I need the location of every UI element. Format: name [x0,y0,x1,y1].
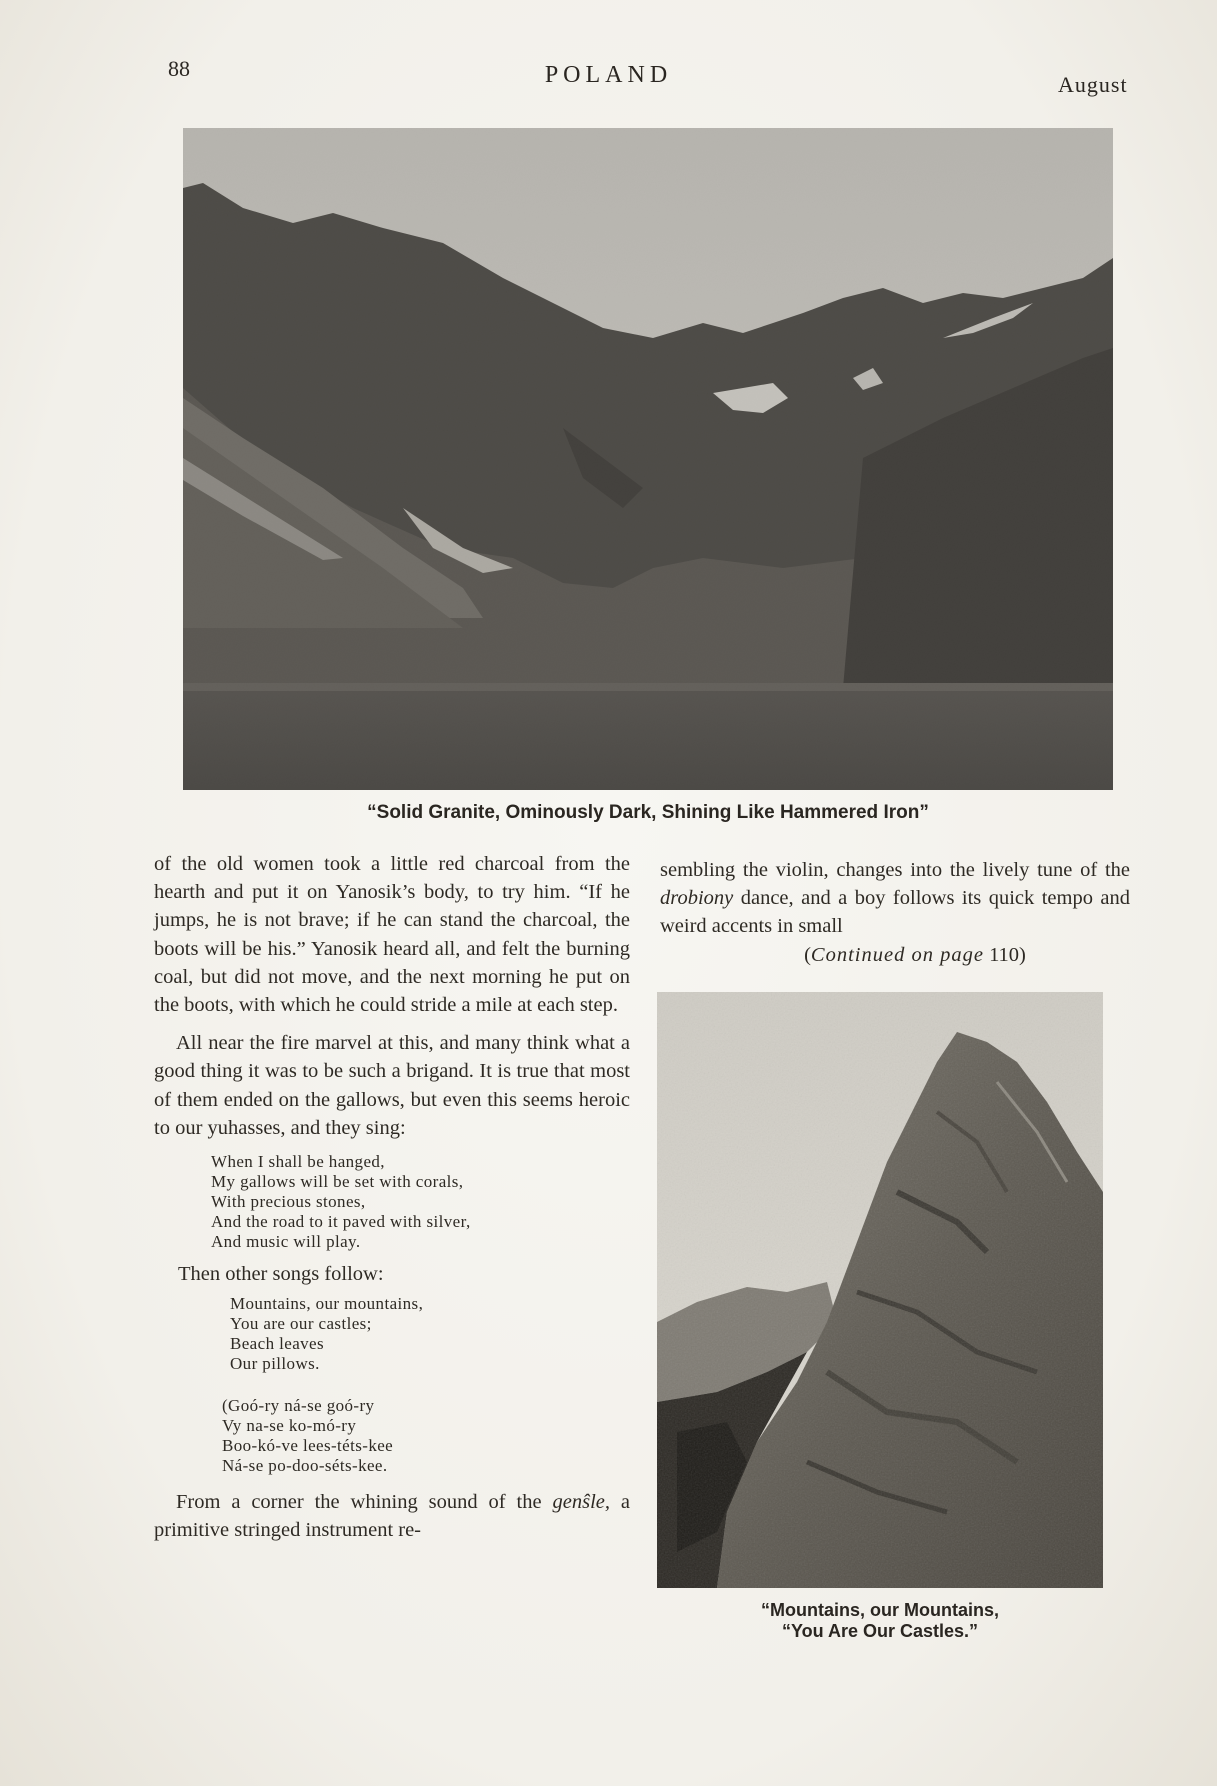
then-line: Then other songs follow: [178,1263,384,1286]
verse-line: And the road to it paved with silver, [211,1212,471,1232]
verse-line: Vy na-se ko-mó-ry [222,1416,357,1436]
verse-line: And music will play. [211,1232,361,1252]
italic-term: genŝle, [552,1491,610,1514]
paren: ( [804,943,811,966]
verse-line: You are our castles; [230,1314,372,1334]
continued-notice [660,941,1130,969]
photo1-caption: “Solid Granite, Ominously Dark, Shining Like Hammered Iron” [367,802,929,823]
song-verse [211,1152,630,1252]
paragraph-text: From a corner the whining sound of the [176,1491,542,1514]
continued-page: 110) [983,943,1026,966]
photo2-caption [657,1600,1103,1642]
paragraph [154,1488,630,1544]
article-right-column [660,856,1130,969]
verse-line: Boo-kó-ve lees-téts-kee [222,1436,394,1456]
caption-line: “Mountains, our Mountains, [761,1600,999,1620]
verse-line: (Goó-ry ná-se goó-ry [222,1396,375,1416]
verse-line: My gallows will be set with corals, [211,1172,464,1192]
issue-month: August [1058,72,1128,97]
caption-line: “You Are Our Castles.” [781,1621,979,1641]
italic-term: drobiony [660,887,734,910]
article-left-column [154,850,630,1545]
paragraph [660,856,1130,941]
verse-line: Ná-se po-doo-séts-kee. [222,1456,388,1476]
mountain-lake-photo [183,128,1113,790]
continued-label: Continued on page [810,943,984,966]
verse-line: When I shall be hanged, [211,1152,385,1172]
paragraph: of the old women took a little red charcoal from the hearth and put it on Yanosik’s body, to try him. “If he jumps, he is not brave; if he can stand the charcoal, the boots will be his.” Yanosik heard all, and felt the burning coal, but did not move, and the next morning he put on the boots, with which he could stride a mile at each step. [154,853,630,1017]
rocky-peak-photo [657,992,1103,1588]
song-verse [230,1294,630,1374]
paragraph-text: dance, and a boy follows its quick tempo and weird accents in small [660,887,1130,938]
verse-line: Mountains, our mountains, [230,1294,424,1314]
paragraph-text: a primitive stringed instrument re- [154,1491,631,1542]
verse-line: Beach leaves [230,1334,325,1354]
paragraph: All near the fire marvel at this, and many think what a good thing it was to be such a brigand. It is true that most of them ended on the gallows, but even this seems heroic to our yuhasses, and they sing: [154,1032,630,1139]
paragraph-text: sembling the violin, changes into the lively tune of the [660,859,1130,881]
verse-line: With precious stones, [211,1192,366,1212]
magazine-title: POLAND [544,62,673,88]
song-verse-polish [222,1396,630,1476]
verse-line: Our pillows. [230,1354,320,1374]
page-number: 88 [168,56,190,81]
